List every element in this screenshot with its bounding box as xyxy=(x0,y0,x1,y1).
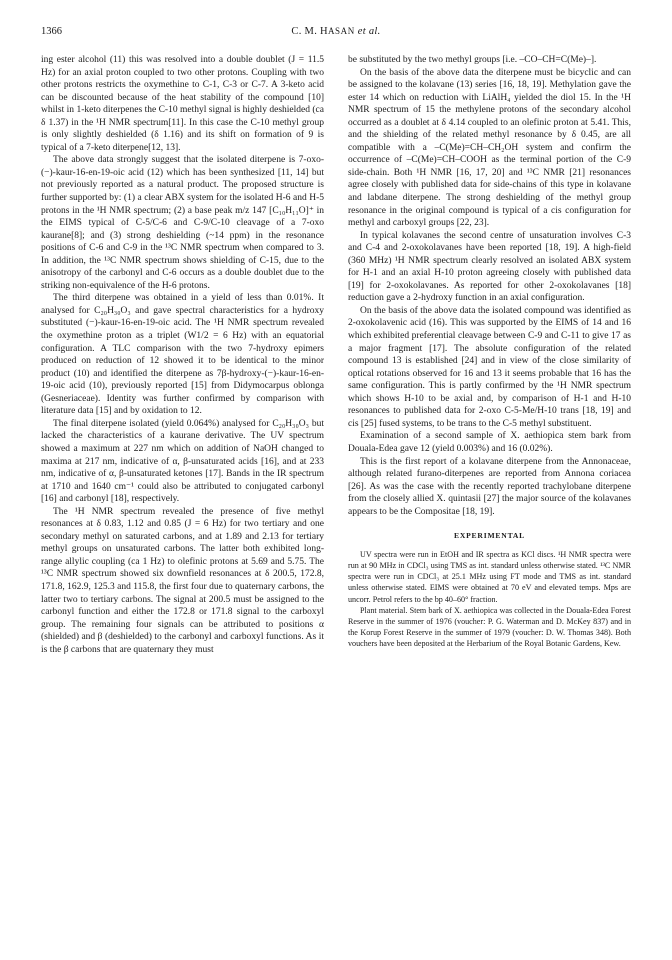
paragraph: On the basis of the above data the diterpene must be bicyclic and can be assigned to the kolavane (13) series [16, 18, 19]. Methylation gave the ester 14 which on reduction with LiAlH₄ yielded the diol 15. In the ¹H NMR spectrum of 15 the methylene protons of the secondary alcohol occurred as a doublet at δ 4.14 coupled to an olefinic proton at 5.41. This, and the shielding of the related methyl resonance by δ 0.45, are all compatible with a –C(Me)=CH–CH₂OH system and confirm the occurrence of –C(Me)=CH–COOH as the terminal portion of the C-9 side-chain. Both ¹H NMR [16, 17, 20] and ¹³C NMR [21] resonances agree closely with published data for side-chains of this type in kolavane and labdane diterpene. The strong deshielding of the methyl group resonance in the original compound is typical of a cis configuration for methyl and carboxyl groups [22, 23]. xyxy=(348,67,631,229)
section-heading-experimental: EXPERIMENTAL xyxy=(453,531,526,541)
page-number: 1366 xyxy=(41,26,62,37)
paragraph: On the basis of the above data the isolated compound was identified as 2-oxokolavenic acid (16). This was supported by the EIMS of 14 and 16 which exhibited preferential cleavage between C-9 and C-11 to give 17 as a major fragment [17]. The absolute configuration of the related compound 13 is established [24] and in view of the close similarity of optical rotations observed for 16 and 13 it seems probable that 16 has the same configuration. This is partly confirmed by the ¹H NMR spectrum which shows H-10 to be axial and, by comparison of H-1 and H-10 resonances to published data for 2-oxo C-5-Me/H-10 trans [18, 19] and cis [25] fused systems, to be trans to the C-5 methyl substituent. xyxy=(348,305,631,429)
paragraph: This is the first report of a kolavane diterpene from the Annonaceae, although related furano-diterpenes are reported from Annona coriacea [26]. As was the case with the recently reported trachylobane diterpene from the closely allied X. quintasii [27] the major source of the kolavanes appears to be the Compositae [18, 19]. xyxy=(348,456,631,517)
paragraph: Examination of a second sample of X. aethiopica stem bark from Douala-Edea gave 12 (yield 0.003%) and 16 (0.02%). xyxy=(348,431,631,454)
running-author: C. M. HASAN et al. xyxy=(291,26,381,37)
paragraph: The ¹H NMR spectrum revealed the presence of five methyl resonances at δ 0.83, 1.12 and 0.85 (J = 6 Hz) for two tertiary and one secondary methyl on saturated carbons, and at 1.89 and 2.13 for tertiary methyl groups on unsaturated carbons. The latter both exhibited long-range allylic coupling (ca 1 Hz) to olefinic protons at 5.69 and 5.75. The ¹³C NMR spectrum showed six downfield resonances at δ 200.5, 172.8, 171.8, 162.9, 125.3 and 115.8, the first four due to quaternary carbons, the latter two to tertiary carbons. The signal at 200.5 must be assigned to the carbonyl function and either the 172.8 or 171.8 signal to the carboxyl group. The remaining four signals can be attributed to positions α (shielded) and β (deshielded) to the carbonyl and carboxyl functions. As it is the β carbons that are quaternary they must xyxy=(41,506,324,655)
paragraph: In typical kolavanes the second centre of unsaturation involves C-3 and C-4 and 2-oxokolavanes have been reported [18, 19]. A high-field (360 MHz) ¹H NMR spectrum clearly resolved an isolated ABX system for H-1 and an axial H-10 proton agreeing closely with published data [19] for 2-oxokolavanes. As reported for other 2-oxokolavanes [18] reduction gave a 2-hydroxy function in an axial configuration. xyxy=(348,230,631,304)
paragraph: be substituted by the two methyl groups [i.e. –CO–CH=C(Me)–]. xyxy=(348,55,597,65)
paragraph: ing ester alcohol (11) this was resolved into a double doublet (J = 11.5 Hz) for an axial proton coupled to two other protons. Coupling with two other protons restricts the oxymethine to C-1, C-3 or C-7. A 3-keto acid can be discounted because of the heat stability of the compound [10] whilst in 1-keto diterpenes the C-10 methyl signal is highly deshielded (ca δ 1.37) in the ¹H NMR spectrum[11]. In this case the C-10 methyl group is only slightly deshielded (δ 1.16) and its shift on formation of 9 is typical of a 7-keto diterpene[12, 13]. xyxy=(41,55,324,153)
left-column xyxy=(41,54,324,656)
paragraph: The above data strongly suggest that the isolated diterpene is 7-oxo-(−)-kaur-16-en-19-oic acid (12) which has been synthesized [11, 14] but not previously reported as a natural product. The proposed structure is further supported by: (1) a clear ABX system for the isolated H-6 and H-5 protons in the ¹H NMR spectrum; (2) a base peak m/z 147 [C₁₀H₁₁O]⁺ in the EIMS typical of C-5/C-6 and C-9/C-10 cleavage of a 7-oxo kaurane[8]; and (3) strong deshielding (~14 ppm) in the resonance positions of C-6 and C-9 in the ¹³C NMR spectrum when compared to 3. In addition, the ¹³C NMR spectrum shows shielding of C-15, due to the anisotropy of the carbonyl and C-6 occurs as a double doublet due to the striking non-equivalence of the H-6 protons. xyxy=(41,155,324,291)
paragraph: The third diterpene was obtained in a yield of less than 0.01%. It analysed for C₂₀H₃₀O₃ and gave spectral characteristics for a hydroxy substituted (−)-kaur-16-en-19-oic acid. The ¹H NMR spectrum revealed the oxymethine proton as a triplet (W1/2 = 6 Hz) with an equatorial configuration. A TLC comparison with the two 7-hydroxy epimers produced on reduction of 12 showed it to be identical to the minor product (10) and identified the diterpene as 7β-hydroxy-(−)-kaur-16-en-19-oic acid (10), previously reported [15] from Didymocarpus oblonga (Gesneriaceae). Identity was further confirmed by comparison with literature data [15] and by oxidation to 12. xyxy=(41,293,324,417)
paragraph: UV spectra were run in EtOH and IR spectra as KCl discs. ¹H NMR spectra were run at 90 MHz in CDCl₃ using TMS as int. standard unless otherwise stated. ¹³C NMR spectra were run in CDCl₃ at 25.1 MHz using FT mode and TMS as int. standard unless otherwise stated. EIMS were obtained at 70 eV and elevated temps. Mps are uncorr. Petrol refers to the bp 40–60° fraction. xyxy=(348,549,631,604)
paragraph: Plant material. Stem bark of X. aethiopica was collected in the Douala-Edea Forest Reserve in the summer of 1976 (voucher: P. G. Waterman and D. McKey 837) and in the Korup Forest Reserve in the summer of 1979 (voucher: D. W. Thomas 348). Both vouchers have been deposited at the Herbarium of the Royal Botanic Gardens, Kew. xyxy=(348,605,631,649)
running-header xyxy=(41,26,631,42)
paragraph: The final diterpene isolated (yield 0.064%) analysed for C₂₀H₃₀O₃ but lacked the characteristics of a kaurane derivative. The UV spectrum showed a maximum at 227 nm which on addition of NaOH changed to maxima at 217 nm, indicative of α, β-unsaturated acids [16], and at 233 nm, indicative of α, β-unsaturated ketones [17]. Bands in the IR spectrum at 1710 and 1640 cm⁻¹ could also be attributed to conjugated carbonyl [16] and carbonyl [18], respectively. xyxy=(41,418,324,505)
right-column xyxy=(348,54,631,650)
